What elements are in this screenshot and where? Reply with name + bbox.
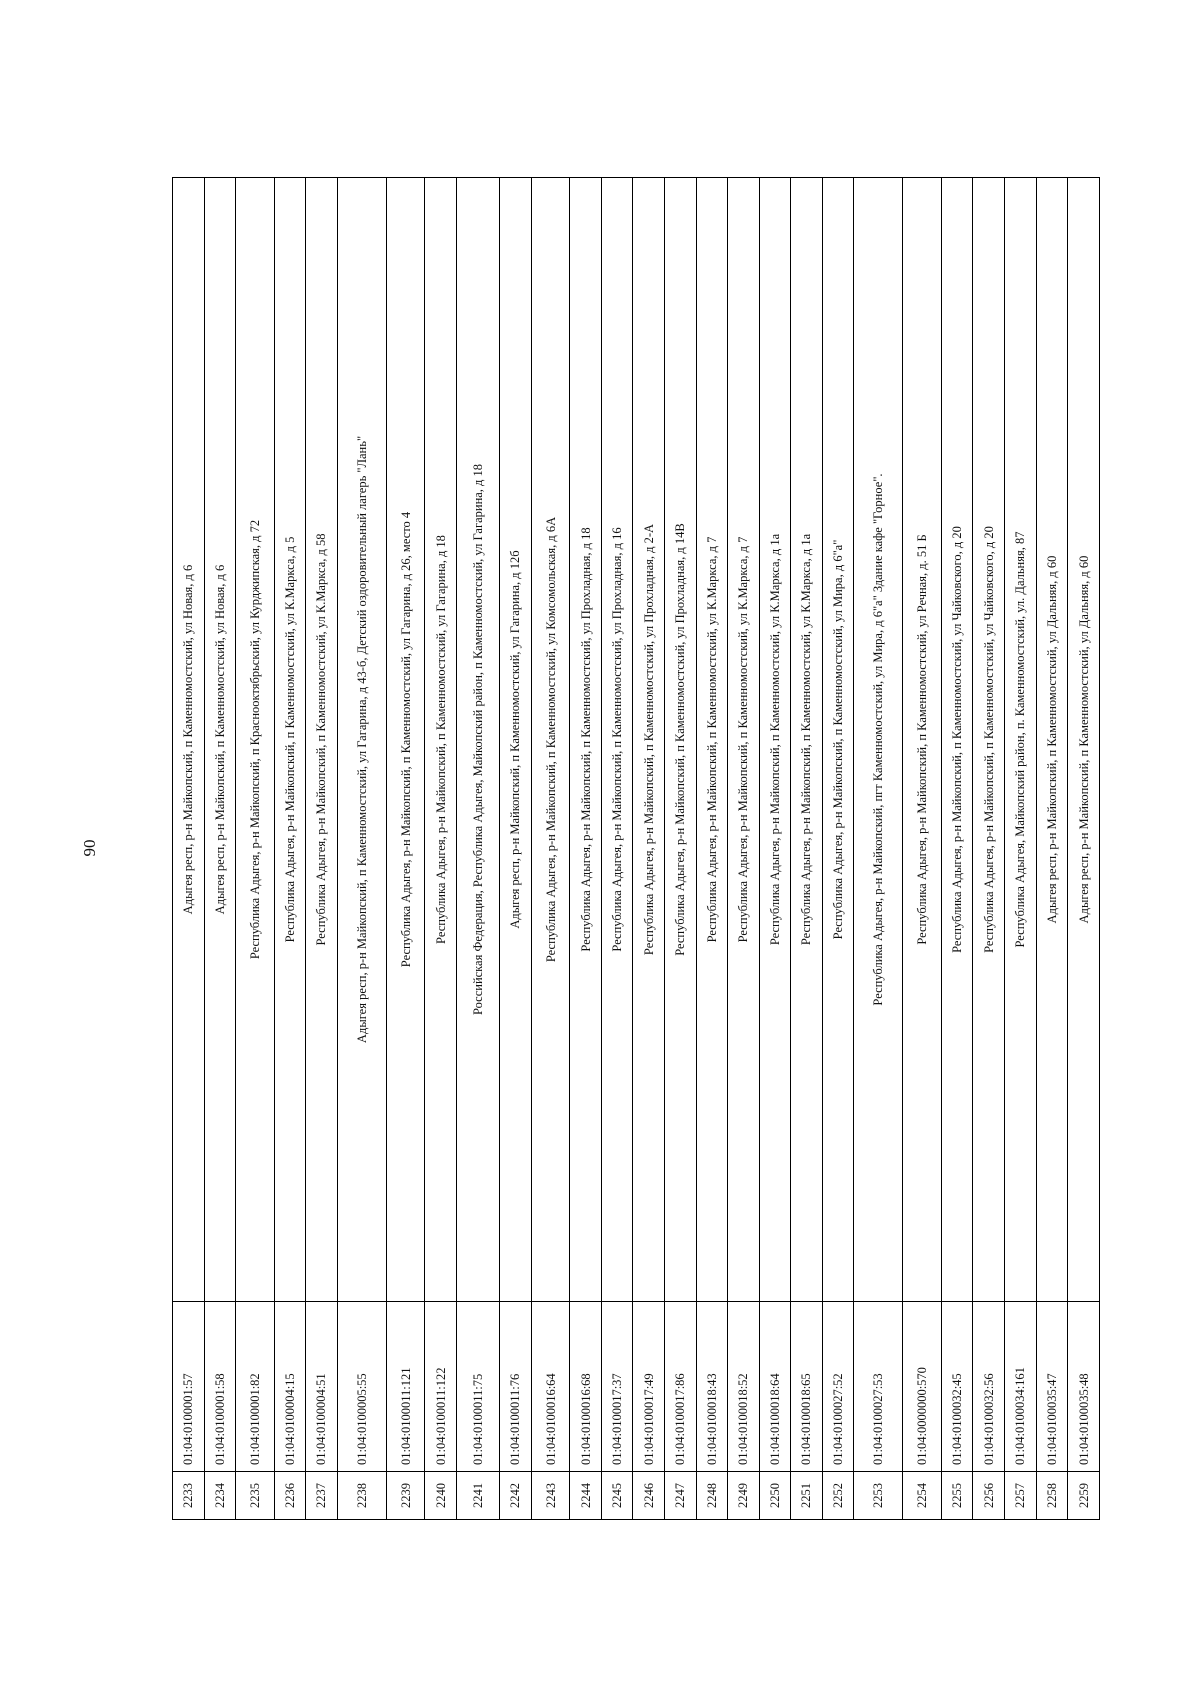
cadastral-number: 01:04:0100018:64 xyxy=(759,1302,791,1472)
cadastral-number: 01:04:0100016:68 xyxy=(570,1302,602,1472)
row-number: 2233 xyxy=(173,1472,205,1520)
cadastral-number: 01:04:0100032:45 xyxy=(941,1302,973,1472)
row-number: 2247 xyxy=(664,1472,696,1520)
table-row xyxy=(696,178,728,1520)
cadastral-number: 01:04:0100027:52 xyxy=(822,1302,854,1472)
row-number: 2254 xyxy=(903,1472,942,1520)
cadastral-number: 01:04:0100011:75 xyxy=(456,1302,499,1472)
table-row xyxy=(337,178,386,1520)
address: Республика Адыгея, р-н Майкопский, п Каменномостский, ул Прохладная, д 16 xyxy=(601,178,633,1302)
table-row xyxy=(854,178,903,1520)
property-table-body xyxy=(173,178,1100,1520)
address: Республика Адыгея, р-н Майкопский, п Каменномостский, ул Чайковского, д 20 xyxy=(941,178,973,1302)
cadastral-number: 01:04:0100027:53 xyxy=(854,1302,903,1472)
table-row xyxy=(791,178,823,1520)
address: Республика Адыгея, р-н Майкопский, п Краснооктябрьский, ул Курджипская, д 72 xyxy=(236,178,275,1302)
row-number: 2238 xyxy=(337,1472,386,1520)
cadastral-number: 01:04:0100035:48 xyxy=(1068,1302,1100,1472)
table-row xyxy=(759,178,791,1520)
address: Российская Федерация, Республика Адыгея, Майкопский район, п Каменномостский, ул Гагарина, д 18 xyxy=(456,178,499,1302)
address: Республика Адыгея, р-н Майкопский, п Каменномостский, ул Прохладная, д 18 xyxy=(570,178,602,1302)
table-row xyxy=(601,178,633,1520)
table-row xyxy=(1004,178,1036,1520)
address: Республика Адыгея, р-н Майкопский, п Каменномостский, ул Прохладная, д 14В xyxy=(664,178,696,1302)
row-number: 2257 xyxy=(1004,1472,1036,1520)
row-number: 2256 xyxy=(973,1472,1005,1520)
address: Республика Адыгея, р-н Майкопский, п Каменномостский, ул Мира, д 6"а" xyxy=(822,178,854,1302)
address: Республика Адыгея, р-н Майкопский, п Каменномостский, ул К.Маркса, д 58 xyxy=(306,178,338,1302)
address: Республика Адыгея, р-н Майкопский, п Каменномостский, ул К.Маркса, д 7 xyxy=(696,178,728,1302)
table-row xyxy=(664,178,696,1520)
address: Республика Адыгея, р-н Майкопский, п Каменномостский, ул К.Маркса, д 1а xyxy=(759,178,791,1302)
address: Республика Адыгея, р-н Майкопский, п Каменномостский, ул Чайковского, д 20 xyxy=(973,178,1005,1302)
row-number: 2251 xyxy=(791,1472,823,1520)
cadastral-number: 01:04:0100034:161 xyxy=(1004,1302,1036,1472)
cadastral-number: 01:04:0100035:47 xyxy=(1036,1302,1068,1472)
row-number: 2234 xyxy=(204,1472,236,1520)
address: Республика Адыгея, р-н Майкопский, п Каменномостский, ул Прохладная, д 2-А xyxy=(633,178,665,1302)
cadastral-number: 01:04:0100018:43 xyxy=(696,1302,728,1472)
row-number: 2244 xyxy=(570,1472,602,1520)
table-row xyxy=(274,178,306,1520)
row-number: 2253 xyxy=(854,1472,903,1520)
table-row xyxy=(941,178,973,1520)
row-number: 2249 xyxy=(728,1472,760,1520)
row-number: 2242 xyxy=(500,1472,532,1520)
cadastral-number: 01:04:0000000:570 xyxy=(903,1302,942,1472)
cadastral-number: 01:04:0100011:76 xyxy=(500,1302,532,1472)
cadastral-number: 01:04:0100017:49 xyxy=(633,1302,665,1472)
address: Республика Адыгея, р-н Майкопский, п Каменномостский, ул К.Маркса, д 5 xyxy=(274,178,306,1302)
address: Адыгея респ, р-н Майкопский, п Каменномостский, ул Гагарина, д 12б xyxy=(500,178,532,1302)
address: Республика Адыгея, Майкопский район, п. Каменномостский, ул. Дальняя, 87 xyxy=(1004,178,1036,1302)
cadastral-number: 01:04:0100004:51 xyxy=(306,1302,338,1472)
table-row xyxy=(306,178,338,1520)
table-row xyxy=(570,178,602,1520)
row-number: 2246 xyxy=(633,1472,665,1520)
table-row xyxy=(728,178,760,1520)
table-row xyxy=(1068,178,1100,1520)
property-table-wrapper xyxy=(172,178,1100,1520)
cadastral-number: 01:04:0100005:55 xyxy=(337,1302,386,1472)
address: Адыгея респ, р-н Майкопский, п Каменномостский, ул Новая, д 6 xyxy=(204,178,236,1302)
cadastral-number: 01:04:0100017:86 xyxy=(664,1302,696,1472)
table-row xyxy=(903,178,942,1520)
address: Республика Адыгея, р-н Майкопский, п Каменномостский, ул Гагарина, д 18 xyxy=(425,178,457,1302)
cadastral-number: 01:04:0100001:57 xyxy=(173,1302,205,1472)
row-number: 2250 xyxy=(759,1472,791,1520)
table-row xyxy=(236,178,275,1520)
table-row xyxy=(531,178,570,1520)
property-table-rotated xyxy=(172,178,1100,1520)
row-number: 2235 xyxy=(236,1472,275,1520)
row-number: 2252 xyxy=(822,1472,854,1520)
address: Республика Адыгея, р-н Майкопский, п Каменномостский, ул Гагарина, д 26, место 4 xyxy=(386,178,425,1302)
table-row xyxy=(500,178,532,1520)
address: Республика Адыгея, р-н Майкопский, п Каменномостский, ул Комсомольская, д 6А xyxy=(531,178,570,1302)
address: Республика Адыгея, р-н Майкопский, пгт Каменномостский, ул Мира, д 6"а" Здание кафе "Горное". xyxy=(854,178,903,1302)
cadastral-number: 01:04:0100018:65 xyxy=(791,1302,823,1472)
table-row xyxy=(425,178,457,1520)
property-table xyxy=(172,177,1100,1520)
cadastral-number: 01:04:0100017:37 xyxy=(601,1302,633,1472)
cadastral-number: 01:04:0100018:52 xyxy=(728,1302,760,1472)
row-number: 2237 xyxy=(306,1472,338,1520)
row-number: 2258 xyxy=(1036,1472,1068,1520)
row-number: 2236 xyxy=(274,1472,306,1520)
address: Адыгея респ, р-н Майкопский, п Каменномостский, ул Дальняя, д 60 xyxy=(1036,178,1068,1302)
table-row xyxy=(973,178,1005,1520)
row-number: 2255 xyxy=(941,1472,973,1520)
address: Адыгея респ, р-н Майкопский, п Каменномостский, ул Дальняя, д 60 xyxy=(1068,178,1100,1302)
table-row xyxy=(456,178,499,1520)
cadastral-number: 01:04:0100032:56 xyxy=(973,1302,1005,1472)
row-number: 2239 xyxy=(386,1472,425,1520)
row-number: 2240 xyxy=(425,1472,457,1520)
cadastral-number: 01:04:0100016:64 xyxy=(531,1302,570,1472)
row-number: 2243 xyxy=(531,1472,570,1520)
cadastral-number: 01:04:0100011:122 xyxy=(425,1302,457,1472)
cadastral-number: 01:04:0100004:15 xyxy=(274,1302,306,1472)
page-number: 90 xyxy=(80,839,99,857)
address: Адыгея респ, р-н Майкопский, п Каменномостский, ул Гагарина, д 43-б, Детский оздоровительный лагерь "Лань" xyxy=(337,178,386,1302)
row-number: 2248 xyxy=(696,1472,728,1520)
table-row xyxy=(822,178,854,1520)
cadastral-number: 01:04:0100001:58 xyxy=(204,1302,236,1472)
table-row xyxy=(633,178,665,1520)
table-row xyxy=(386,178,425,1520)
row-number: 2245 xyxy=(601,1472,633,1520)
cadastral-number: 01:04:0100001:82 xyxy=(236,1302,275,1472)
table-row xyxy=(204,178,236,1520)
row-number: 2241 xyxy=(456,1472,499,1520)
address: Республика Адыгея, р-н Майкопский, п Каменномостский, ул К.Маркса, д 1а xyxy=(791,178,823,1302)
address: Адыгея респ, р-н Майкопский, п Каменномостский, ул Новая, д 6 xyxy=(173,178,205,1302)
cadastral-number: 01:04:0100011:121 xyxy=(386,1302,425,1472)
table-row xyxy=(173,178,205,1520)
row-number: 2259 xyxy=(1068,1472,1100,1520)
address: Республика Адыгея, р-н Майкопский, п Каменномостский, ул Речная, д. 51 Б xyxy=(903,178,942,1302)
table-row xyxy=(1036,178,1068,1520)
address: Республика Адыгея, р-н Майкопский, п Каменномостский, ул К.Маркса, д 7 xyxy=(728,178,760,1302)
